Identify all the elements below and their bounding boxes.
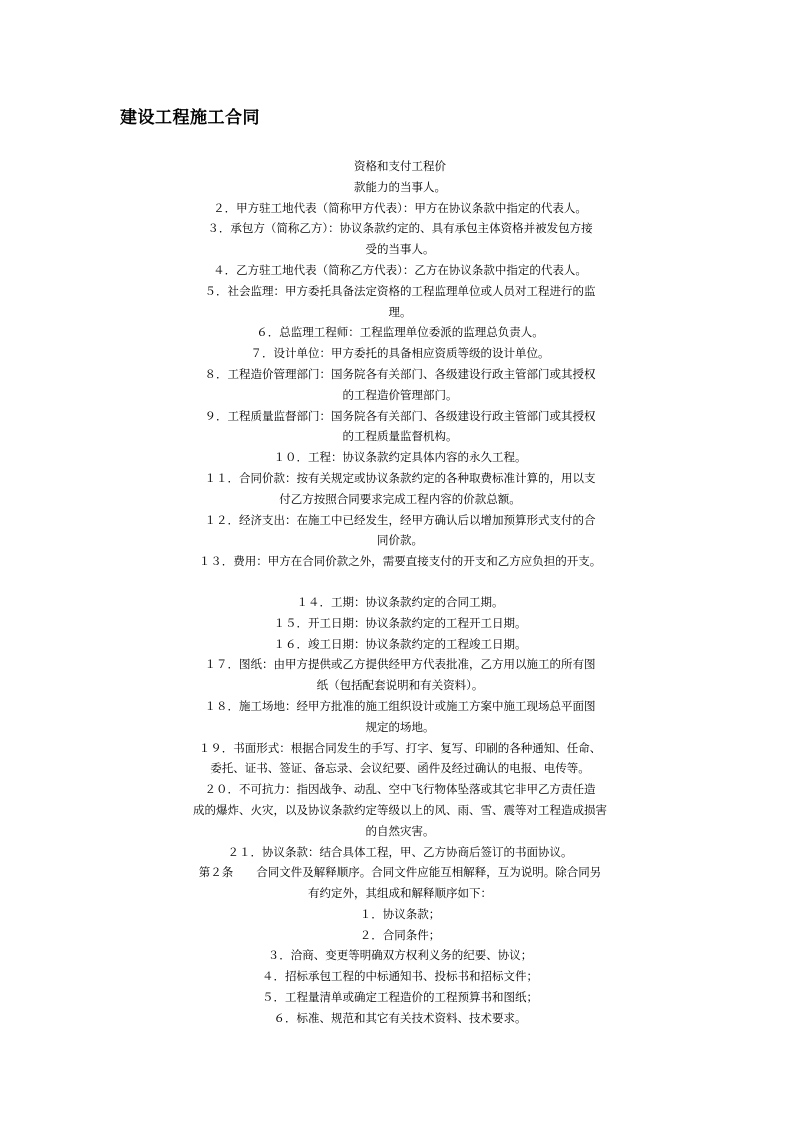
- text-line: 的自然灾害。: [365, 823, 435, 838]
- text-line: 资格和支付工程价: [354, 159, 446, 173]
- text-line: １３．费用：甲方在合同价款之外，需要直接支付的开支和乙方应负担的开支。: [198, 554, 602, 569]
- text-line: ４．招标承包工程的中标通知书、投标书和招标文件；: [262, 969, 538, 984]
- text-line: １８．施工场地：经甲方批准的施工组织设计或施工方案中施工现场总平面图: [204, 698, 596, 713]
- paragraph-gap: [150, 572, 650, 592]
- text-line: 理。: [388, 304, 412, 319]
- text-line: ２１．协议条款：结合具体工程，甲、乙方协商后签订的书面协议。: [227, 844, 573, 859]
- text-line: 纸（包括配套说明和有关资料）。: [316, 678, 484, 693]
- document-title: 建设工程施工合同: [120, 108, 260, 128]
- text-line: １０．工程：协议条款约定具体内容的永久工程。: [273, 450, 527, 465]
- text-line: １９．书面形式：根据合同发生的手写、打字、复写、印刷的各种通知、任命、: [198, 740, 602, 755]
- text-line: 规定的场地。: [365, 719, 435, 734]
- text-line: 的工程质量监督机构。: [342, 429, 458, 444]
- text-line: １４．工期：协议条款约定的合同工期。: [296, 594, 504, 609]
- text-line: 成的爆炸、火灾，以及协议条款约定等级以上的风、雨、雪、震等对工程造成损害: [193, 802, 607, 817]
- text-line: １５．开工日期：协议条款约定的工程开工日期。: [273, 615, 527, 630]
- text-line: ２．合同条件；: [359, 927, 441, 942]
- text-line: 付乙方按照合同要求完成工程内容的价款总额。: [279, 491, 521, 506]
- text-line: ７．设计单位：甲方委托的具备相应资质等级的设计单位。: [250, 346, 550, 361]
- text-line: 第２条 合同文件及解释顺序。合同文件应能互相解释，互为说明。除合同另: [198, 865, 602, 880]
- text-line: ５．工程量清单或确定工程造价的工程预算书和图纸；: [262, 990, 538, 1005]
- text-line: ８．工程造价管理部门：国务院各有关部门、各级建设行政主管部门或其授权: [204, 366, 596, 381]
- text-line: 委托、证书、签证、备忘录、会议纪要、函件及经过确认的电报、电传等。: [210, 761, 590, 776]
- text-line: 的工程造价管理部门。: [342, 387, 458, 402]
- text-line: 款能力的当事人。: [354, 179, 446, 194]
- document-body: [150, 156, 650, 1029]
- text-line: ４．乙方驻工地代表（简称乙方代表）：乙方在协议条款中指定的代表人。: [213, 262, 587, 277]
- text-line: ２０．不可抗力：指因战争、动乱、空中飞行物体坠落或其它非甲乙方责任造: [204, 782, 596, 797]
- text-line: 同价款。: [377, 533, 423, 548]
- text-line: １７．图纸：由甲方提供或乙方提供经甲方代表批准，乙方用以施工的所有图: [204, 657, 596, 672]
- text-line: ５．社会监理：甲方委托具备法定资格的工程监理单位或人员对工程进行的监: [204, 283, 596, 298]
- text-line: １２．经济支出：在施工中已经发生，经甲方确认后以增加预算形式支付的合: [204, 512, 596, 527]
- text-line: ３．承包方（简称乙方）：协议条款约定的、具有承包主体资格并被发包方接: [207, 221, 593, 236]
- text-line: １６．竣工日期：协议条款约定的工程竣工日期。: [273, 636, 527, 651]
- text-line: ６．总监理工程师：工程监理单位委派的监理总负责人。: [256, 325, 544, 340]
- text-line: ２．甲方驻工地代表（简称甲方代表）：甲方在协议条款中指定的代表人。: [213, 200, 587, 215]
- text-line: ６．标准、规范和其它有关技术资料、技术要求。: [273, 1010, 527, 1025]
- text-line: １１．合同价款：按有关规定或协议条款约定的各种取费标准计算的，用以支: [204, 470, 596, 485]
- text-line: ９．工程质量监督部门：国务院各有关部门、各级建设行政主管部门或其授权: [204, 408, 596, 423]
- text-line: ３．洽商、变更等明确双方权利义务的纪要、协议；: [267, 948, 533, 963]
- text-line: 受的当事人。: [365, 242, 435, 257]
- text-line: １．协议条款；: [359, 906, 441, 921]
- text-line: 有约定外，其组成和解释顺序如下：: [308, 886, 492, 901]
